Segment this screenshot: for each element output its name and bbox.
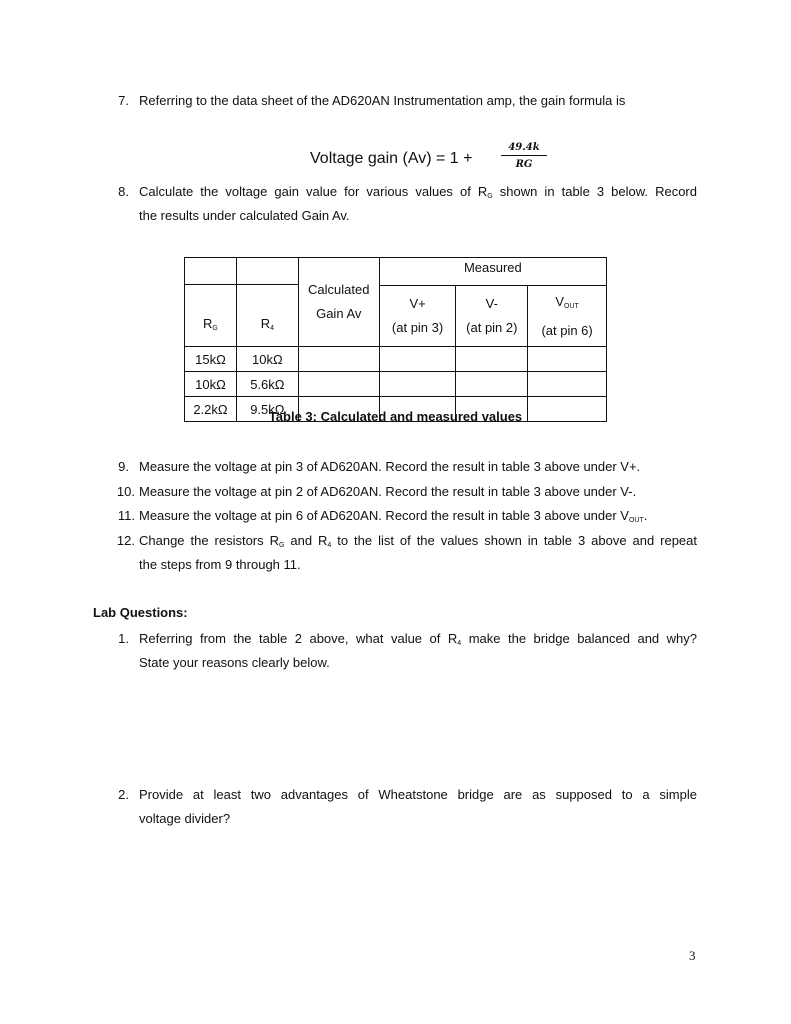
formula-fraction — [499, 142, 549, 170]
question-1-number: 1. — [118, 631, 129, 646]
lab-questions-heading: Lab Questions: — [93, 605, 188, 620]
formula-lhs: Voltage gain (Av) = 1 + — [310, 150, 473, 167]
question-1-text-b: make the bridge balanced and why? — [461, 631, 698, 646]
vplus-line1: V+ — [409, 296, 426, 311]
header-measured: Measured — [379, 258, 606, 286]
item-8-text-b: shown in table 3 below. Record — [492, 184, 697, 199]
question-1-sub: 4 — [457, 640, 462, 647]
question-1-line2: State your reasons clearly below. — [139, 655, 330, 670]
header-vplus — [379, 286, 456, 347]
question-2-number: 2. — [118, 787, 129, 802]
item-12-text-b: and R — [284, 533, 328, 548]
cell-rg: 10kΩ — [185, 372, 237, 397]
cell-r4: 9.5kΩ — [236, 397, 298, 422]
table-caption: Table 3: Calculated and measured values — [268, 409, 523, 424]
vout-sub: OUT — [564, 302, 579, 310]
cell-r4: 10kΩ — [236, 347, 298, 372]
r4-sub: 4 — [270, 325, 274, 332]
item-8-number: 8. — [118, 184, 129, 199]
formula-denominator: RG — [515, 159, 533, 170]
table-row — [185, 347, 607, 372]
item-12-text-a: Change the resistors R — [139, 533, 279, 548]
item-12-text-c: to the list of the values shown in table 3 above and repeat — [331, 533, 698, 548]
item-8-sub: G — [487, 193, 493, 200]
question-2-line2: voltage divider? — [139, 811, 231, 826]
calculated-line2: Gain Av — [316, 306, 362, 321]
item-7-text: Referring to the data sheet of the AD620AN Instrumentation amp, the gain formula is — [139, 93, 626, 108]
header-calculated — [298, 258, 379, 347]
item-12-sub2: 4 — [327, 542, 332, 549]
cell-vplus — [379, 372, 456, 397]
question-1-text-a: Referring from the table 2 above, what value of R — [139, 631, 458, 646]
r4-main: R — [260, 316, 271, 331]
vminus-line1: V- — [485, 296, 498, 311]
calculated-line1: Calculated — [308, 282, 370, 297]
cell-vminus — [456, 372, 528, 397]
item-8-text-a: Calculate the voltage gain value for various values of R — [139, 184, 488, 199]
cell-rg: 2.2kΩ — [185, 397, 237, 422]
item-12-sub1: G — [278, 542, 285, 549]
item-12-line2: the steps from 9 through 11. — [139, 557, 301, 572]
cell-vout — [528, 372, 607, 397]
item-11-sub: OUT — [628, 517, 644, 524]
gain-formula — [310, 142, 550, 178]
item-10-number: 10. — [116, 484, 135, 499]
vminus-line2: (at pin 2) — [466, 320, 518, 335]
header-vminus — [456, 286, 528, 347]
item-10-text: Measure the voltage at pin 2 of AD620AN. Record the result in table 3 above under V-. — [139, 484, 637, 499]
vplus-line2: (at pin 3) — [391, 320, 444, 335]
vout-line2: (at pin 6) — [541, 322, 593, 338]
cell-vout — [528, 347, 607, 372]
item-12-number: 12. — [116, 533, 135, 548]
item-11-number: 11. — [117, 508, 135, 523]
cell-calculated — [298, 347, 379, 372]
header-r4 — [236, 258, 298, 347]
item-9-number: 9. — [118, 459, 129, 474]
item-7-number: 7. — [118, 93, 129, 108]
cell-r4: 5.6kΩ — [236, 372, 298, 397]
item-9-text: Measure the voltage at pin 3 of AD620AN. Record the result in table 3 above under V+. — [139, 459, 641, 474]
rg-sub: G — [212, 325, 218, 332]
header-vout — [528, 286, 607, 347]
header-rg — [185, 258, 237, 347]
cell-vminus — [456, 347, 528, 372]
item-8-line2: the results under calculated Gain Av. — [139, 208, 350, 223]
item-11-text-a: Measure the voltage at pin 6 of AD620AN. Record the result in table 3 above under V — [139, 508, 629, 523]
table-3 — [184, 257, 607, 422]
cell-vplus — [379, 347, 456, 372]
cell-calculated — [298, 372, 379, 397]
rg-main: R — [203, 316, 213, 331]
question-2-line1: Provide at least two advantages of Wheatstone bridge are as supposed to a simple — [139, 787, 697, 802]
vout-main: V — [555, 293, 565, 309]
table-row — [185, 372, 607, 397]
item-11-text-b: . — [643, 508, 648, 523]
cell-rg: 15kΩ — [185, 347, 237, 372]
formula-numerator: 49.4k — [508, 142, 540, 153]
page-number: 3 — [689, 948, 696, 963]
